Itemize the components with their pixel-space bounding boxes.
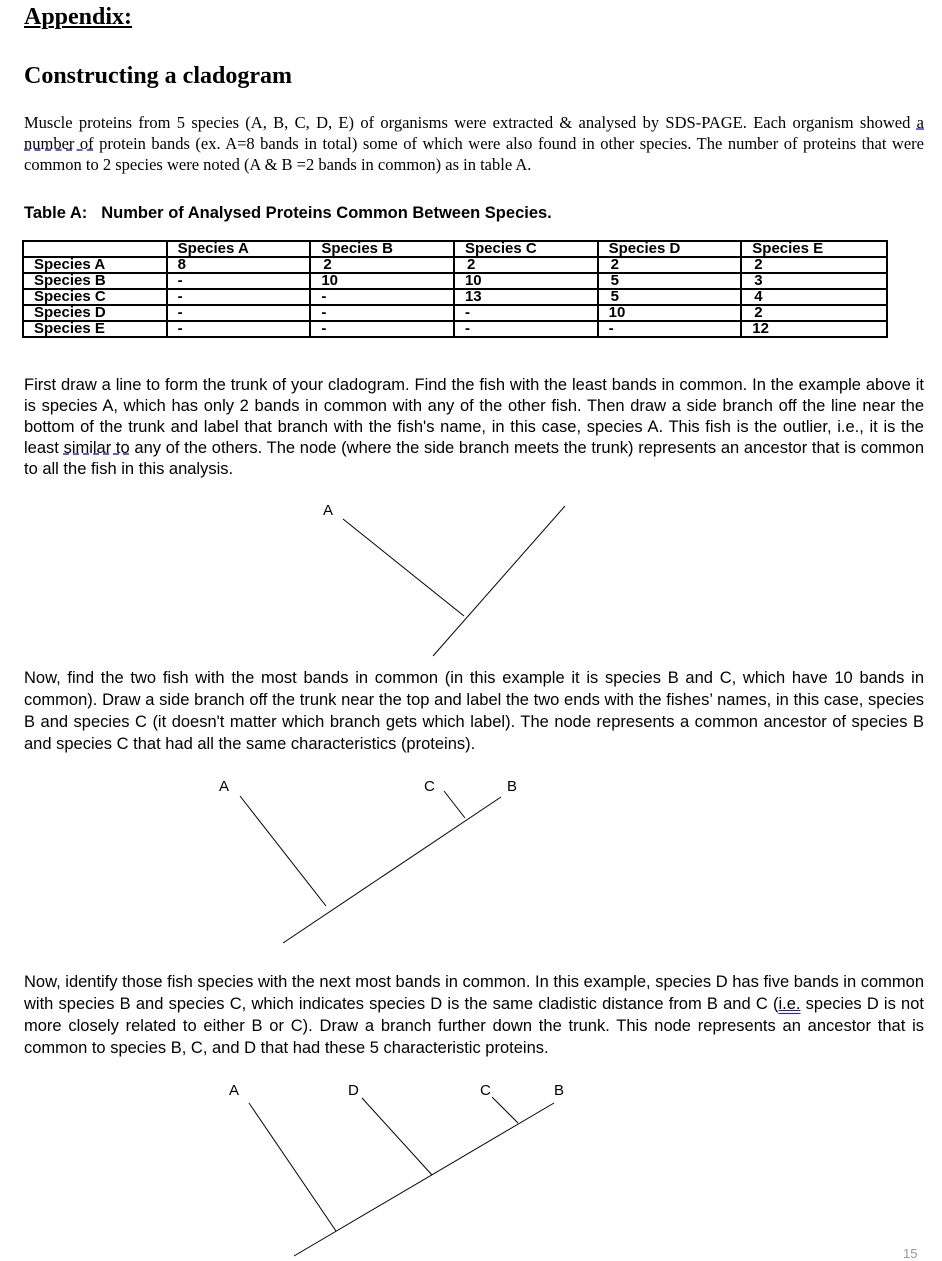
diagram2-branch-c [444,791,465,818]
table-cell: 2 [741,305,887,321]
column-header-species-c: Species C [454,241,598,257]
table-cell: 8 [167,257,311,273]
grammar-flag-similar-to: similar to [63,439,130,457]
diagram3-trunk [294,1103,554,1256]
table-cell: - [167,305,311,321]
row-label: Species C [23,289,167,305]
step1-text-2: any of the others. The node (where the side branch meets the trunk) represents an ancestor that is common to all the fish in this analysis. [24,439,924,478]
grammar-flag-a-number-of: a number of [24,113,924,153]
row-label: Species D [23,305,167,321]
diagram1-branch-a [343,519,464,616]
table-cell: - [310,321,454,337]
table-cell: - [454,305,598,321]
table-cell: 2 [598,257,742,273]
table-cell: - [167,321,311,337]
table-cell: - [310,305,454,321]
step3-text-1: Now, identify those fish species with the next most bands in common. In this example, species D has five bands in common with species B and species C, which indicates species D is the same cladistic distance from B and C ( [24,973,924,1013]
diagram1-trunk [433,506,565,656]
step1-text-1: First draw a line to form the trunk of your cladogram. Find the fish with the least bands in common. In the example above it is species A, which has only 2 bands in common with any of the other fish. Then draw a side branch off the line near the bottom of the trunk and label that branch with the fish's name, in this case, species A. This fish is the outlier, i.e., it is the least [24,376,924,457]
table-caption-text: Number of Analysed Proteins Common Between Species. [101,204,552,222]
diagram2-branch-a [240,796,326,906]
column-header-species-d: Species D [598,241,742,257]
table-cell: 5 [598,273,742,289]
table-cell: 2 [741,257,887,273]
diagram1-label-a: A [323,502,334,519]
diagram3-branch-d [362,1098,432,1175]
diagram2-label-c: C [424,778,435,795]
table-cell: 4 [741,289,887,305]
table-cell: 10 [598,305,742,321]
diagram2-label-b: B [507,778,518,795]
grammar-flag-ie: i.e. [778,995,801,1013]
row-label: Species E [23,321,167,337]
diagram3-label-c: C [480,1082,491,1099]
column-header-species-a: Species A [167,241,311,257]
table-cell: 10 [454,273,598,289]
table-cell: 2 [310,257,454,273]
row-label: Species B [23,273,167,289]
diagram2-label-a: A [219,778,230,795]
step3-text-2: species D is not more closely related to either B or C). Draw a branch further down the trunk. This node represents an ancestor that is common to species B, C, and D that had these 5 characteristic proteins. [24,995,924,1057]
table-cell: 10 [310,273,454,289]
table-cell: - [598,321,742,337]
diagram3-branch-a [249,1103,336,1231]
row-label: Species A [23,257,167,273]
table-cell: 3 [741,273,887,289]
table-cell: - [310,289,454,305]
diagram3-label-a: A [229,1082,240,1099]
table-cell: 12 [741,321,887,337]
table-cell: - [454,321,598,337]
diagram3-label-b: B [554,1082,565,1099]
column-header-species-b: Species B [310,241,454,257]
section-title: Constructing a cladogram [24,63,292,89]
table-cell: 13 [454,289,598,305]
appendix-title: Appendix: [24,4,133,30]
diagram3-label-d: D [348,1082,359,1099]
table-cell: 2 [454,257,598,273]
table-cell: - [167,289,311,305]
table-caption-label: Table A: [24,204,88,222]
diagram3-branch-c [492,1097,518,1123]
table-cell: 5 [598,289,742,305]
step3-paragraph [24,971,924,1059]
diagram2-trunk [283,797,501,943]
intro-text-2: protein bands (ex. A=8 bands in total) some of which were also found in other species. The number of proteins that were common to 2 species were noted (A & B =2 bands in common) as in table A. [24,134,924,174]
page-number: 15 [903,1246,918,1261]
step2-paragraph: Now, find the two fish with the most bands in common (in this example it is species B and C, which have 10 bands in common). Draw a side branch off the trunk near the top and label the two ends with the fishes’ names, in this case, species B and species C (it doesn't matter which branch gets which label). The node represents a common ancestor of species B and species C that had all the same characteristics (proteins). [24,669,924,753]
table-cell: - [167,273,311,289]
intro-text-1: Muscle proteins from 5 species (A, B, C, D, E) of organisms were extracted & analysed by SDS-PAGE. Each organism showed [24,113,917,132]
column-header-species-e: Species E [741,241,887,257]
